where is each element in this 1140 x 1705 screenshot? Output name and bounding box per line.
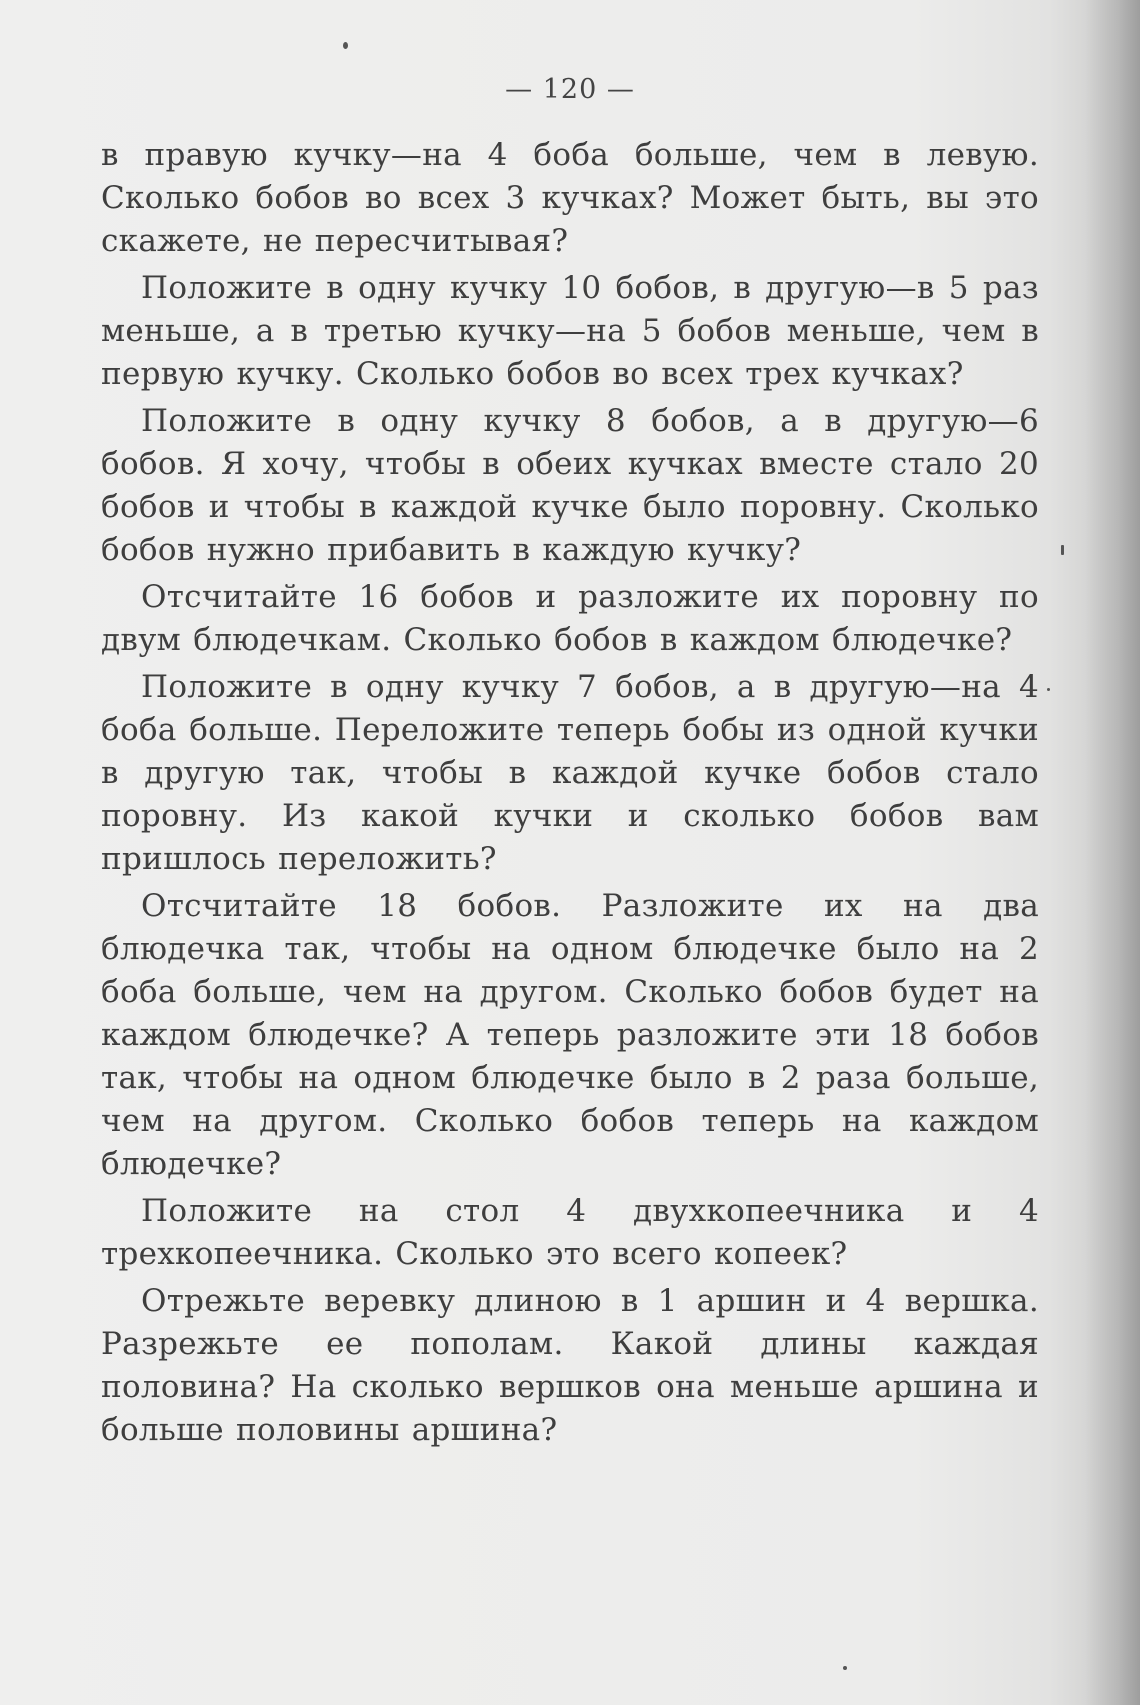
ink-speck: [843, 1666, 847, 1670]
spine-shadow: [1085, 0, 1140, 1705]
paragraph: Положите в одну кучку 7 бобов, а в другую—на 4 боба больше. Переложите теперь бобы из одной кучки в другую так, чтобы в каждой кучке бобов стало поровну. Из какой кучки и сколько бобов вам пришлось переложить?: [101, 669, 1039, 877]
paragraph: Положите на стол 4 двухкопеечника и 4 трехкопеечника. Сколько это всего копеек?: [101, 1193, 1039, 1272]
paragraph: в правую кучку—на 4 боба больше, чем в левую. Сколько бобов во всех 3 кучках? Может быть, вы это скажете, не пересчитывая?: [101, 137, 1039, 259]
paragraph: Отрежьте веревку длиною в 1 аршин и 4 вершка. Разрежьте ее пополам. Какой длины каждая половина? На сколько вершков она меньше аршина и больше половины аршина?: [101, 1283, 1039, 1448]
page-text: [101, 134, 1039, 1456]
ink-speck: [1061, 545, 1064, 555]
paragraph: Отсчитайте 16 бобов и разложите их поровну по двум блюдечкам. Сколько бобов в каждом блюдечке?: [101, 579, 1039, 658]
paragraph: Положите в одну кучку 10 бобов, в другую—в 5 раз меньше, а в третью кучку—на 5 бобов меньше, чем в первую кучку. Сколько бобов во всех трех кучках?: [101, 270, 1039, 392]
paragraph: Положите в одну кучку 8 бобов, а в другую—6 бобов. Я хочу, чтобы в обеих кучках вместе стало 20 бобов и чтобы в каждой кучке было поровну. Сколько бобов нужно прибавить в каждую кучку?: [101, 403, 1039, 568]
paragraph: Отсчитайте 18 бобов. Разложите их на два блюдечка так, чтобы на одном блюдечке было на 2 боба больше, чем на другом. Сколько бобов будет на каждом блюдечке? А теперь разложите эти 18 бобов так, чтобы на одном блюдечке было в 2 раза больше, чем на другом. Сколько бобов теперь на каждом блюдечке?: [101, 888, 1039, 1182]
page-number: — 120 —: [505, 74, 635, 105]
ink-speck: [343, 42, 348, 49]
ink-speck: [1047, 688, 1050, 691]
